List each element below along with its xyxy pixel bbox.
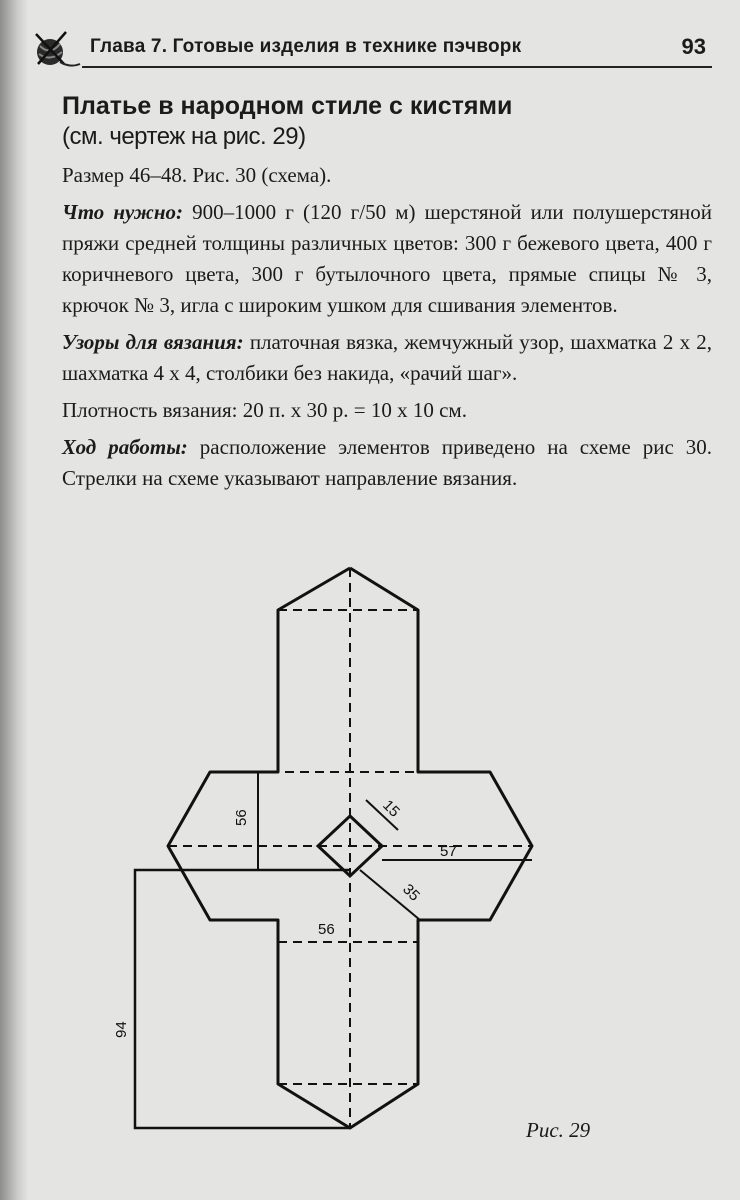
patterns-label: Узоры для вязания: xyxy=(62,330,244,354)
dim-56-horizontal-label: 56 xyxy=(318,921,335,938)
page-binding-shadow xyxy=(0,0,28,1200)
workflow-label: Ход работы: xyxy=(62,435,188,459)
dim-57-label: 57 xyxy=(440,843,457,860)
workflow-paragraph xyxy=(62,432,712,494)
dim-94-label: 94 xyxy=(113,1021,130,1038)
size-paragraph: Размер 46–48. Рис. 30 (схема). xyxy=(62,163,332,187)
figure-caption: Рис. 29 xyxy=(526,1118,591,1142)
dim-35-label: 35 xyxy=(399,880,423,905)
patterns-paragraph xyxy=(62,327,712,389)
section-subtitle: (см. чертеж на рис. 29) xyxy=(62,123,306,150)
yarn-ball-icon xyxy=(30,26,80,70)
chapter-title: Глава 7. Готовые изделия в технике пэчворк xyxy=(90,36,522,57)
needed-paragraph xyxy=(62,197,712,321)
skirt-rectangle xyxy=(135,870,350,1128)
needed-label: Что нужно: xyxy=(62,200,184,224)
dim-56-vertical-label: 56 xyxy=(233,809,250,826)
dress-pattern-diagram xyxy=(113,560,560,1120)
section-title: Платье в народном стиле с кистями xyxy=(62,92,513,120)
workflow-text: расположение элементов приведено на схеме рис 30. Стрелки на схеме указывают направление вязания. xyxy=(62,435,713,490)
needed-text: 900–1000 г (120 г/50 м) шерстяной или полушерстяной пряжи средней толщины различных цветов: 300 г бежевого цвета, 400 г коричневого цвета, 300 г бутылочного цвета, прямые спицы № 3, крючок № 3, игла с широким ушком для сшивания элементов. xyxy=(62,200,713,317)
page-number: 93 xyxy=(681,34,706,59)
density-paragraph: Плотность вязания: 20 п. х 30 р. = 10 х 10 см. xyxy=(62,398,467,422)
running-header xyxy=(30,26,712,70)
body-text xyxy=(62,160,712,500)
dim-15-label: 15 xyxy=(379,796,403,821)
patterns-text: платочная вязка, жемчужный узор, шахматка 2 х 2, шахматка 4 х 4, столбики без накида, «рачий шаг». xyxy=(62,330,713,385)
header-rule xyxy=(82,66,712,68)
